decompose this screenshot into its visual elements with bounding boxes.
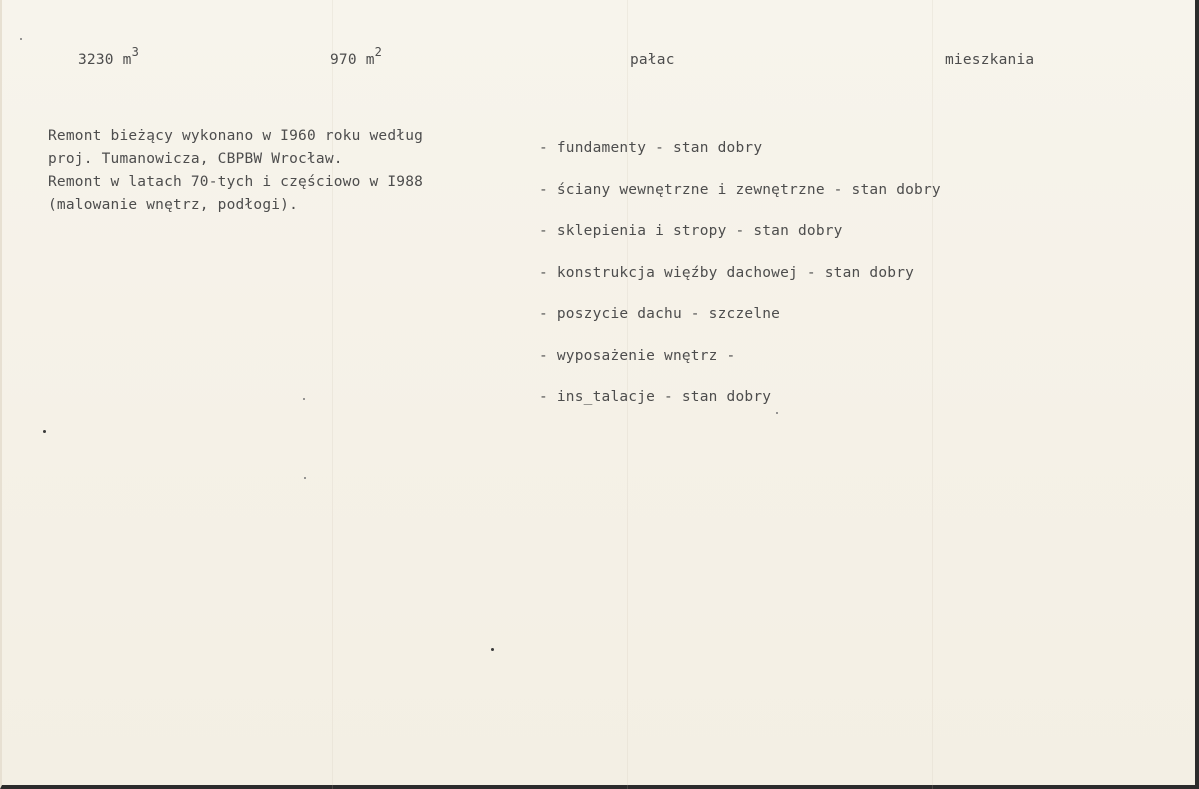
ink-speck <box>20 38 22 40</box>
note-line: Remont bieżący wykonano w I960 roku według <box>48 128 424 144</box>
note-line: (malowanie wnętrz, podłogi). <box>48 197 299 213</box>
condition-item: - fundamenty - stan dobry <box>539 140 763 156</box>
note-line: Remont w latach 70-tych i częściowo w I988 <box>48 174 424 190</box>
building-type: pałac <box>630 52 675 68</box>
ink-speck <box>43 430 46 433</box>
note-line: proj. Tumanowicza, CBPBW Wrocław. <box>48 151 343 167</box>
area-field <box>330 45 383 68</box>
current-use: mieszkania <box>945 52 1035 68</box>
condition-item: - wyposażenie wnętrz - <box>539 347 736 364</box>
area-value: 970 m <box>330 52 375 68</box>
renovation-notes <box>48 124 508 218</box>
volume-value: 3230 m <box>78 52 132 68</box>
volume-field <box>78 45 140 68</box>
paper-fold-line <box>332 0 333 789</box>
condition-item: - sklepienia i stropy - stan dobry <box>539 223 843 239</box>
area-exponent: 2 <box>374 45 383 59</box>
condition-item: - ins_talacje - stan dobry <box>539 389 772 405</box>
ink-speck <box>303 398 305 400</box>
condition-item: - konstrukcja więźby dachowej - stan dobry <box>539 264 915 281</box>
ink-speck <box>304 477 306 479</box>
condition-item: - poszycie dachu - szczelne <box>539 306 781 322</box>
ink-speck <box>491 648 494 651</box>
volume-exponent: 3 <box>131 45 140 59</box>
condition-item: - ściany wewnętrzne i zewnętrzne - stan dobry <box>539 181 941 198</box>
ink-speck <box>776 412 778 414</box>
condition-list <box>539 138 1099 429</box>
